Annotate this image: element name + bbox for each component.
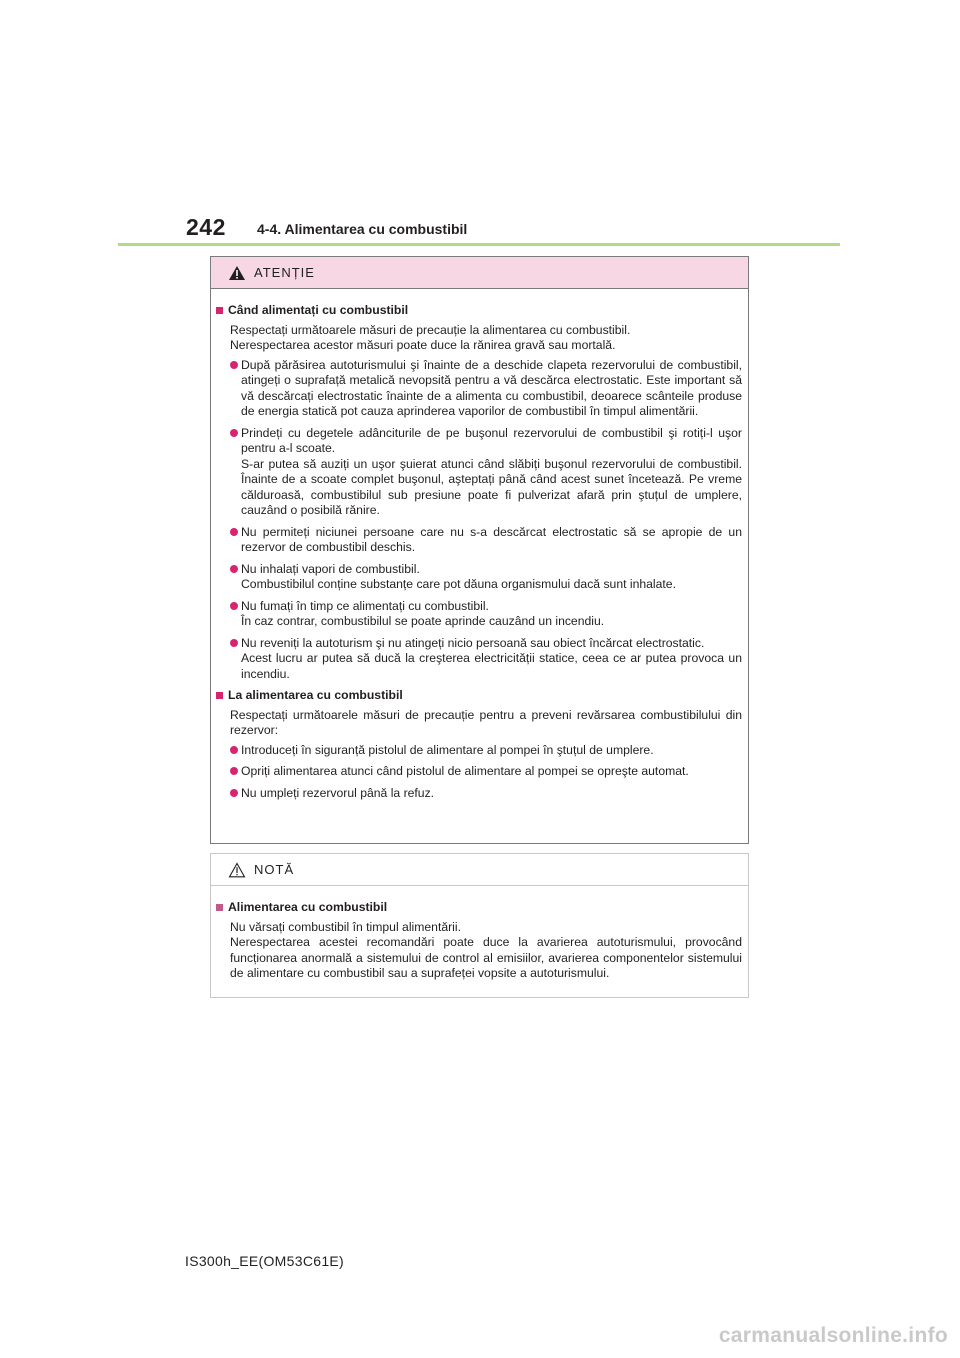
- list-item: Introduceți în siguranță pistolul de alimentare al pompei în ştuțul de umplere.: [216, 743, 742, 759]
- notice-header: [211, 854, 748, 886]
- model-code: IS300h_EE(OM53C61E): [185, 1253, 345, 1269]
- list-item: Nu umpleți rezervorul până la refuz.: [216, 786, 742, 802]
- list-item: Nu inhalați vapori de combustibil. Combustibilul conține substanțe care pot dăuna organismului dacă sunt inhalate.: [216, 562, 742, 593]
- notice-section-title: Alimentarea cu combustibil: [216, 900, 742, 916]
- list-item: Opriți alimentarea atunci când pistolul de alimentare al pompei se opreşte automat.: [216, 764, 742, 780]
- notice-heading: NOTĂ: [254, 862, 295, 877]
- warning-body: [211, 289, 748, 801]
- warning-section-intro: Respectați următoarele măsuri de precauție la alimentarea cu combustibil. Nerespectarea acestor măsuri poate duce la rănirea gravă sau mortală.: [230, 322, 631, 352]
- list-item: Nu permiteți niciunei persoane care nu s-a descărcat electrostatic să se apropie de un rezervor de combustibil deschis.: [216, 525, 742, 556]
- warning-box: [210, 256, 749, 844]
- round-bullet-icon: [230, 639, 238, 647]
- notice-body: [211, 886, 748, 982]
- watermark: carmanualsonline.info: [718, 1324, 948, 1347]
- round-bullet-icon: [230, 528, 238, 536]
- warning-section-title: La alimentarea cu combustibil: [216, 688, 742, 704]
- square-bullet-icon: [216, 692, 223, 699]
- warning-triangle-outline-icon: [228, 862, 246, 878]
- list-item: Prindeți cu degetele adânciturile de pe buşonul rezervorului de combustibil şi rotiți-l uşor pentru a-l scoate. S-ar putea să auziți un uşor şuierat atunci când slăbiți buşonul rezervorului de combustibil. Înainte de a scoate complet buşonul, aşteptați până când acest sunet încetează. Pe vreme călduroasă, combustibilul sub presiune poate fi pulverizat afară prin ştuțul de umplere, cauzând o posibilă rănire.: [216, 426, 742, 519]
- notice-text: Nu vărsați combustibil în timpul alimentării. Nerespectarea acestei recomandări poate duce la avarierea autoturismului, provocând funcționarea anormală a sistemului de control al emisiilor, avarierea componentelor sistemului de alimentare cu combustibil sau a suprafeței vopsite a autoturismului.: [230, 919, 742, 980]
- list-item: Nu reveniți la autoturism şi nu atingeți nicio persoană sau obiect încărcat electrostatic. Acest lucru ar putea să ducă la creşterea electricității statice, ceea ce ar putea provoca un incendiu.: [216, 636, 742, 683]
- square-bullet-icon: [216, 307, 223, 314]
- round-bullet-icon: [230, 602, 238, 610]
- square-bullet-icon: [216, 904, 223, 911]
- notice-box: [210, 853, 749, 998]
- section-title: 4-4. Alimentarea cu combustibil: [257, 221, 468, 237]
- warning-section-title: Când alimentați cu combustibil: [216, 303, 742, 319]
- round-bullet-icon: [230, 361, 238, 369]
- round-bullet-icon: [230, 746, 238, 754]
- round-bullet-icon: [230, 565, 238, 573]
- round-bullet-icon: [230, 789, 238, 797]
- round-bullet-icon: [230, 429, 238, 437]
- warning-header: [211, 257, 748, 289]
- list-item: Nu fumați în timp ce alimentați cu combustibil. În caz contrar, combustibilul se poate aprinde cauzând un incendiu.: [216, 599, 742, 630]
- warning-triangle-icon: [228, 265, 246, 281]
- header-rule: [118, 243, 840, 246]
- page-number: 242: [186, 214, 226, 240]
- list-item: După părăsirea autoturismului şi înainte de a deschide clapeta rezervorului de combustibil, atingeți o suprafață metalică nevopsită pentru a vă descărca electrostatic. Este important să vă descărcați electrostatic înainte de a alimenta cu combustibil, deoarece scânteile produse de energia statică pot cauza aprinderea vaporilor de combustibil în timpul alimentării.: [216, 358, 742, 420]
- warning-section-intro: Respectați următoarele măsuri de precauție pentru a preveni revărsarea combustibilului din rezervor:: [230, 707, 742, 737]
- round-bullet-icon: [230, 767, 238, 775]
- warning-heading: ATENȚIE: [254, 265, 315, 280]
